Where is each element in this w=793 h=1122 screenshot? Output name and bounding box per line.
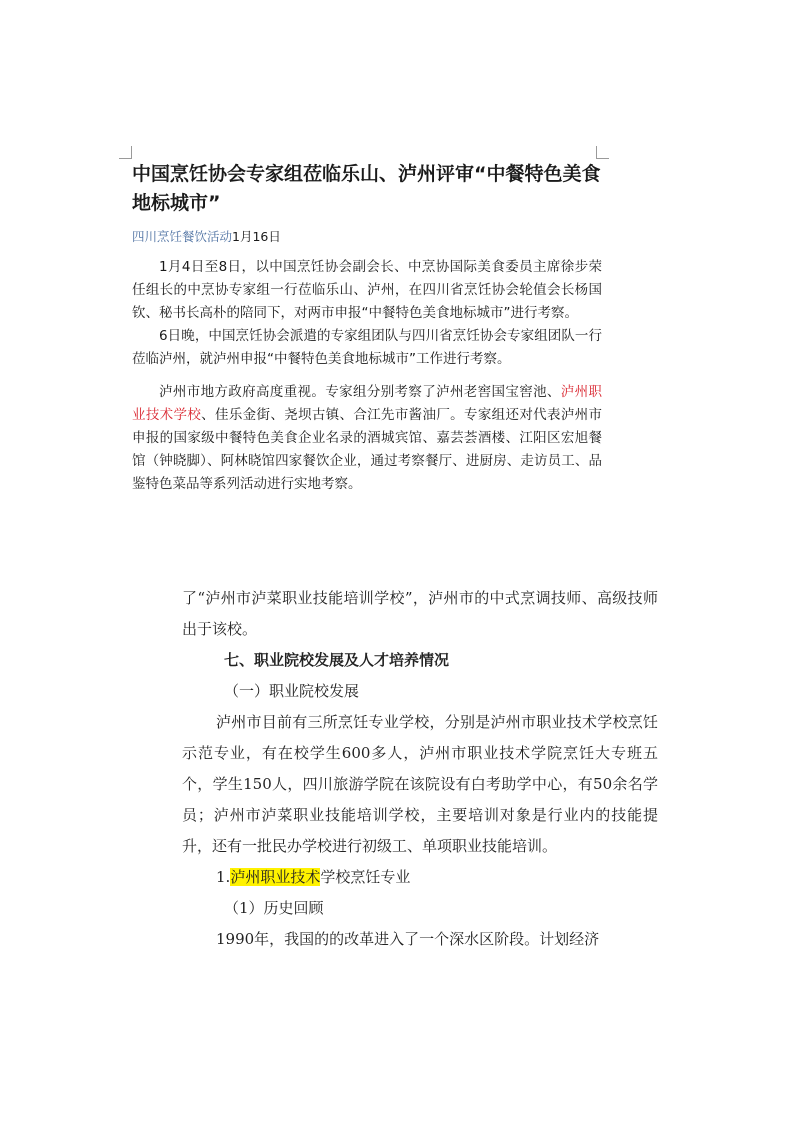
article-excerpt — [132, 160, 602, 496]
publish-date: 1月16日 — [232, 229, 281, 244]
article-meta — [132, 228, 602, 246]
crop-mark-top-left — [119, 146, 132, 159]
account-name-link[interactable]: 四川烹饪餐饮活动 — [132, 229, 233, 244]
document-page — [182, 583, 658, 955]
article-paragraph-3 — [132, 381, 602, 496]
subsection-heading-1: （一）职业院校发展 — [224, 682, 360, 700]
continued-line: 了“泸州市泸菜职业技能培训学校”，泸州市的中式烹调技师、高级技师出于该校。 — [182, 589, 658, 638]
paragraph-3-rest: 、佳乐金街、尧坝古镇、合江先市酱油厂。专家组还对代表泸州市申报的国家级中餐特色美食企业名录的酒城宾馆、嘉芸荟酒楼、江阳区宏旭餐馆（钟晓脚）、阿林晓馆四家餐饮企业，通过考察餐厅、进厨房、走访员工、品鉴特色菜品等系列活动进行实地考察。 — [132, 407, 603, 492]
crop-mark-top-right — [596, 146, 609, 159]
section-heading-7: 七、职业院校发展及人才培养情况 — [224, 651, 450, 669]
paragraph-1990: 1990年，我国的的改革进入了一个深水区阶段。计划经济 — [216, 930, 600, 948]
article-paragraph-2: 6日晚，中国烹饪协会派遣的专家组团队与四川省烹饪协会专家组团队一行莅临泸州，就泸州申报“中餐特色美食地标城市”工作进行考察。 — [132, 328, 602, 367]
article-title: 中国烹饪协会专家组莅临乐山、泸州评审“中餐特色美食地标城市” — [132, 163, 601, 214]
item-1-number: 1. — [216, 868, 231, 886]
item-1-highlight: 泸州职业技术 — [230, 868, 321, 886]
article-paragraph-1: 1月4日至8日，以中国烹饪协会副会长、中烹协国际美食委员主席徐步荣任组长的中烹协专家组一行莅临乐山、泸州，在四川省烹饪协会轮值会长杨国钦、秘书长高朴的陪同下，对两市申报“中餐特色美食地标城市”进行考察。 — [132, 259, 602, 321]
paragraph-3-lead: 泸州市地方政府高度重视。专家组分别考察了泸州老窖国宝窖池、 — [159, 384, 561, 400]
history-heading: （1）历史回顾 — [224, 899, 324, 917]
schools-paragraph: 泸州市目前有三所烹饪专业学校，分别是泸州市职业技术学校烹饪示范专业，有在校学生600多人，泸州市职业技术学院烹饪大专班五个，学生150人，四川旅游学院在该院设有白考助学中心，有50余名学员；泸州市泸菜职业技能培训学校，主要培训对象是行业内的技能提升，还有一批民办学校进行初级工、单项职业技能培训。 — [182, 713, 658, 855]
highlighted-school-name: 泸州职业技术学校 — [132, 384, 603, 423]
item-1-rest: 学校烹饪专业 — [320, 868, 411, 886]
item-1-heading — [182, 862, 658, 893]
